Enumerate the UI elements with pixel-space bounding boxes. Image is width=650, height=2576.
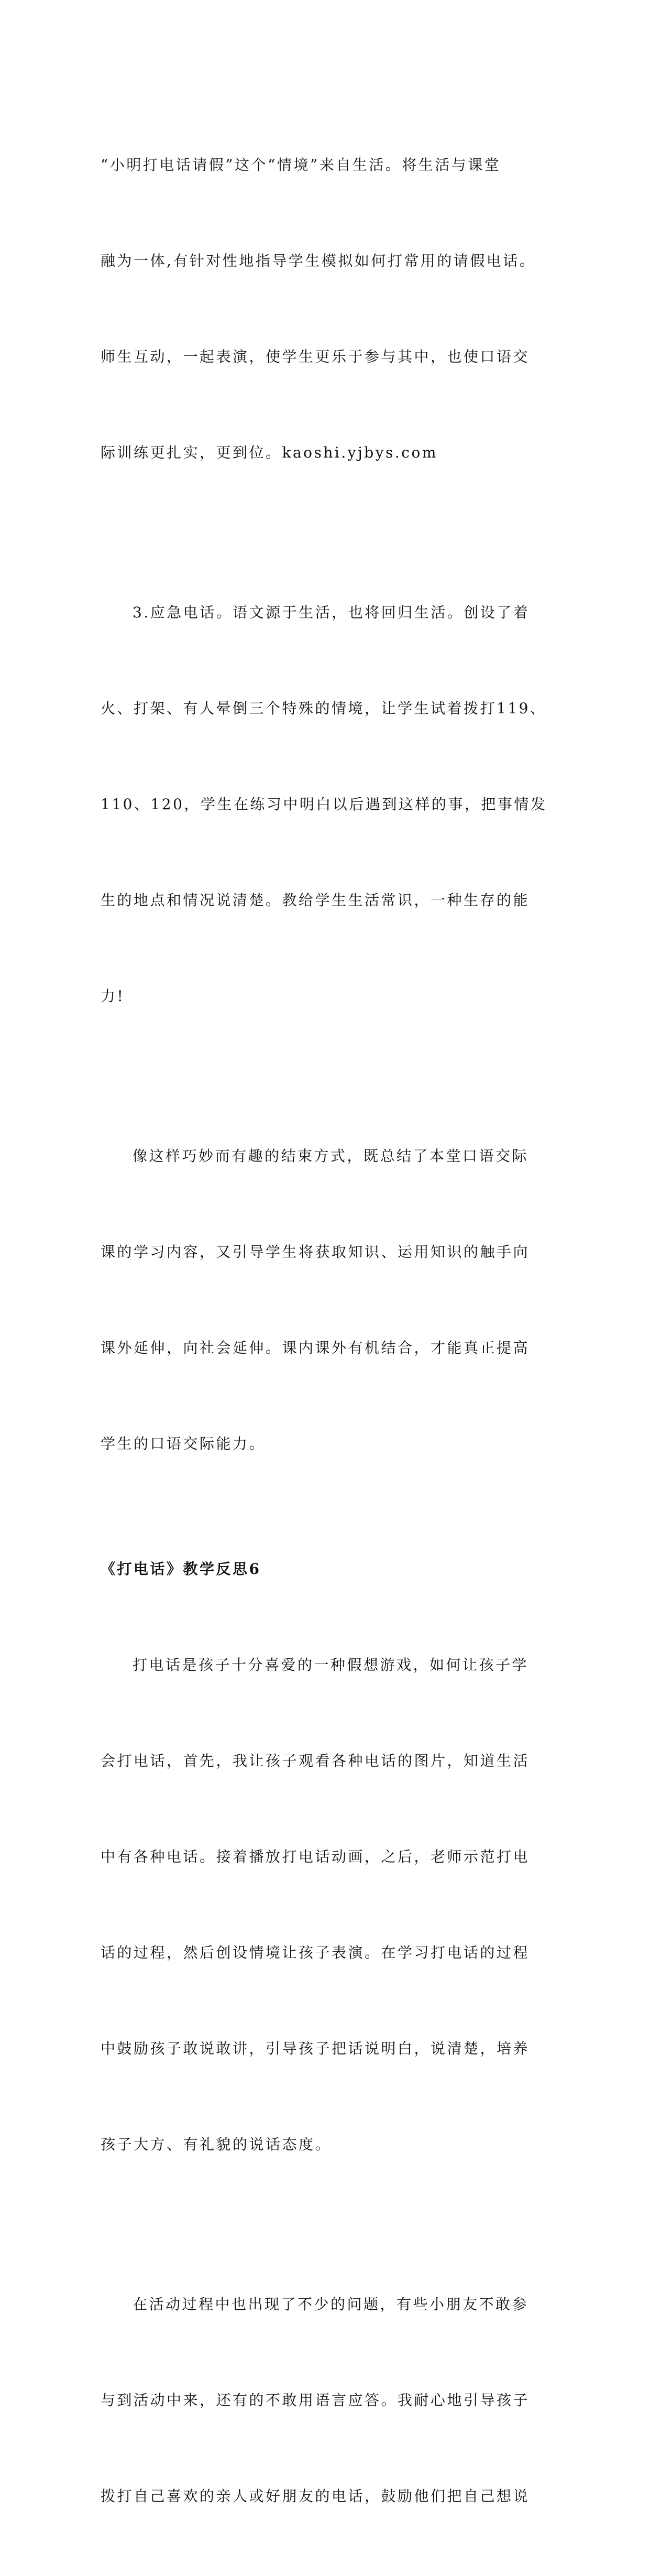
text-line: 学生的口语交际能力。	[101, 1435, 266, 1452]
text-line: 拨打自己喜欢的亲人或好朋友的电话，鼓励他们把自己想说	[101, 2487, 530, 2505]
text-line: 与到活动中来，还有的不敢用语言应答。我耐心地引导孩子	[101, 2392, 530, 2409]
text-line: 像这样巧妙而有趣的结束方式，既总结了本堂口语交际	[133, 1147, 529, 1165]
text-line: 在活动过程中也出现了不少的问题，有些小朋友不敢参	[133, 2296, 529, 2313]
text-line: 3.应急电话。语文源于生活，也将回归生活。创设了着	[133, 604, 530, 621]
text-line: 打电话是孩子十分喜爱的一种假想游戏，如何让孩子学	[133, 1656, 529, 1673]
text-line: 课的学习内容，又引导学生将获取知识、运用知识的触手向	[101, 1243, 530, 1260]
paragraph-problems	[101, 2224, 561, 2576]
text-line: 际训练更扎实，更到位。kaoshi.yjbys.com	[101, 444, 438, 461]
section-title: 《打电话》教学反思6	[101, 1560, 261, 1578]
text-line: 中有各种电话。接着播放打电话动画，之后，老师示范打电	[101, 1848, 530, 1865]
paragraph-intro-reflection	[101, 1585, 561, 2224]
paragraph-conclusion	[101, 1076, 561, 1524]
text-line: 话的过程，然后创设情境让孩子表演。在学习打电话的过程	[101, 1944, 530, 1961]
text-line: 孩子大方、有礼貌的说话态度。	[101, 2136, 332, 2153]
section-spacer	[101, 1524, 561, 1553]
text-line: 融为一体,有针对性地指导学生模拟如何打常用的请假电话。	[101, 252, 536, 269]
paragraph-emergency-call	[101, 532, 561, 1076]
text-line: 课外延伸，向社会延伸。课内课外有机结合，才能真正提高	[101, 1339, 530, 1356]
text-line: 生的地点和情况说清楚。教给学生生活常识，一种生存的能	[101, 892, 530, 909]
paragraph-leave-call	[101, 85, 561, 532]
text-line: 师生互动，一起表演，使学生更乐于参与其中，也使口语交	[101, 348, 530, 365]
text-line: 110、120，学生在练习中明白以后遇到这样的事，把事情发	[101, 796, 547, 813]
text-line: 力!	[101, 987, 125, 1005]
document-body	[101, 85, 561, 2576]
text-line: 会打电话，首先，我让孩子观看各种电话的图片，知道生活	[101, 1752, 530, 1769]
text-line: 火、打架、有人晕倒三个特殊的情境，让学生试着拨打119、	[101, 700, 547, 717]
text-line: “小明打电话请假”这个“情境”来自生活。将生活与课堂	[101, 156, 501, 173]
text-line: 中鼓励孩子敢说敢讲，引导孩子把话说明白，说清楚，培养	[101, 2040, 530, 2057]
